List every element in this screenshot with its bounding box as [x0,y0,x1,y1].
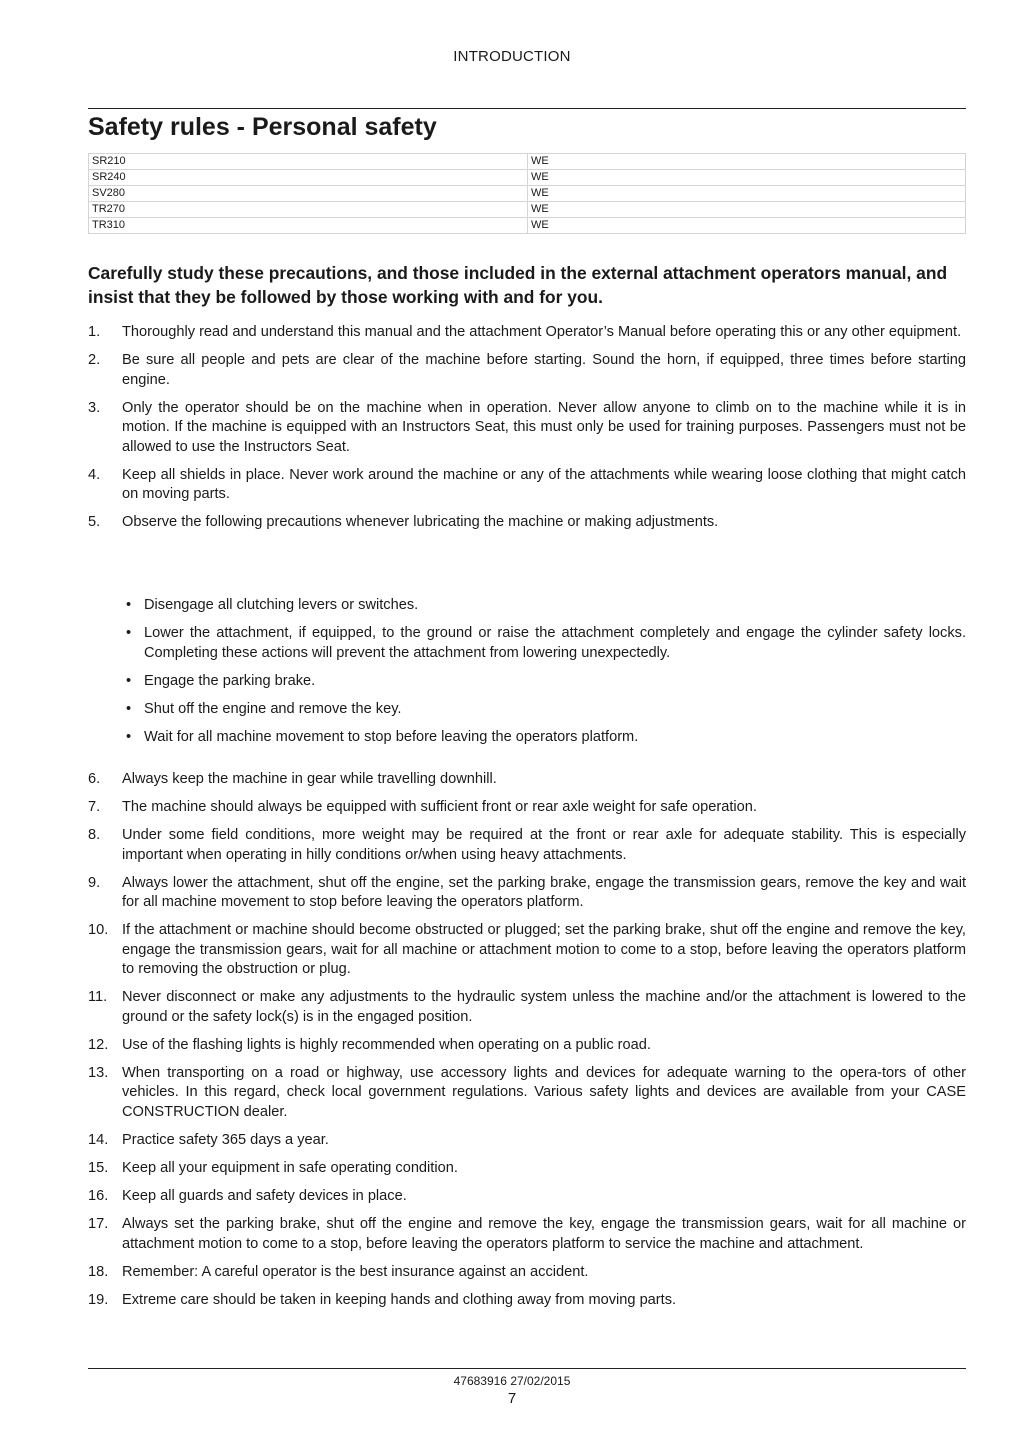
model-cell: SR210 [89,154,528,170]
list-item [88,323,966,343]
model-cell: SV280 [89,186,528,202]
safety-rules-list-continued [88,770,966,1319]
list-item [88,466,966,505]
bullet-icon: • [126,728,132,745]
bullet-text: Wait for all machine movement to stop before leaving the operators platform. [144,728,639,745]
item-text: Practice safety 365 days a year. [122,1132,329,1149]
region-cell: WE [528,170,966,186]
item-text: Keep all your equipment in safe operating condition. [122,1160,458,1177]
bullet-text: Disengage all clutching levers or switches. [144,597,419,613]
item-text: If the attachment or machine should become obstructed or plugged; set the parking brake, shut off the engine and remove the key, engage the transmission gears, wait for all machine or attachment motion to come to a stop, before leaving the operators platform to removing the obstruction or plug. [122,922,966,978]
item-number: 1. [88,324,101,340]
list-item [88,798,966,818]
item-number: 14. [88,1132,109,1149]
region-cell: WE [528,218,966,234]
model-applicability-table [88,153,966,234]
region-cell: WE [528,154,966,170]
precautions-bullet-list [126,596,966,756]
page-number: 7 [507,1390,517,1407]
bullet-icon: • [126,624,132,641]
item-text: Extreme care should be taken in keeping hands and clothing away from moving parts. [122,1291,677,1308]
item-number: 6. [88,771,101,787]
bullet-item [126,728,966,748]
item-number: 19. [88,1291,109,1308]
table-row [89,170,966,186]
footer-divider [88,1368,966,1369]
table-row [89,154,966,170]
list-item [88,1291,966,1311]
item-text: Remember: A careful operator is the best insurance against an accident. [122,1263,589,1280]
model-cell: TR310 [89,218,528,234]
item-text: Never disconnect or make any adjustments to the hydraulic system unless the machine and/or the attachment is lowered to the ground or the safety lock(s) is in the engaged position. [122,989,966,1025]
bullet-text: Lower the attachment, if equipped, to the ground or raise the attachment completely and engage the cylinder safety locks. Completing these actions will prevent the attachment from lowering unexpectedly. [144,624,966,661]
item-number: 5. [88,514,101,531]
list-item [88,1064,966,1123]
bullet-text: Engage the parking brake. [144,672,316,689]
item-text: Always set the parking brake, shut off the engine and remove the key, engage the transmission gears, wait for all machine or attachment motion to come to a stop, before leaving the operators platform to service the machine and attachment. [122,1215,966,1252]
item-text: Thoroughly read and understand this manual and the attachment Operator’s Manual before operating this or any other equipment. [122,324,962,340]
table-row [89,186,966,202]
page-title: Safety rules - Personal safety [88,113,437,141]
header-divider [88,108,966,109]
item-text: When transporting on a road or highway, use accessory lights and devices for adequate warning to the opera-tors of other vehicles. In this regard, check local government regulations. Various safety lights and devices are available from your CASE CONSTRUCTION dealer. [122,1064,966,1121]
item-number: 8. [88,826,101,843]
item-text: Always lower the attachment, shut off the engine, set the parking brake, engage the transmission gears, remove the key and wait for all machine movement to stop before leaving the operators platform. [122,874,966,911]
item-number: 4. [88,466,101,483]
intro-heading: Carefully study these precautions, and those included in the external attachment operators manual, and insist that they be followed by those working with and for you. [88,263,948,307]
item-number: 11. [88,989,108,1006]
bullet-text: Shut off the engine and remove the key. [144,700,402,717]
item-text: Keep all shields in place. Never work around the machine or any of the attachments while wearing loose clothing that might catch on moving parts. [122,466,966,503]
item-number: 2. [88,351,101,368]
table-row [89,218,966,234]
list-item [88,513,966,533]
page-header: INTRODUCTION [453,48,571,65]
list-item [88,770,966,790]
bullet-item [126,596,966,616]
item-text: Observe the following precautions whenever lubricating the machine or making adjustments. [122,514,719,531]
region-cell: WE [528,202,966,218]
item-number: 17. [88,1215,109,1232]
list-item [88,826,966,865]
list-item [88,988,966,1027]
bullet-item [126,624,966,663]
list-item [88,1159,966,1179]
list-item [88,1263,966,1283]
item-text: The machine should always be equipped with sufficient front or rear axle weight for safe operation. [122,798,757,815]
item-number: 13. [88,1064,109,1081]
item-text: Always keep the machine in gear while travelling downhill. [122,771,497,787]
item-number: 16. [88,1188,109,1204]
item-number: 3. [88,399,101,416]
item-text: Keep all guards and safety devices in place. [122,1188,407,1204]
list-item [88,1036,966,1056]
item-number: 12. [88,1036,109,1053]
list-item [88,1215,966,1254]
bullet-icon: • [126,672,132,689]
item-number: 18. [88,1263,109,1280]
list-item [88,1187,966,1207]
item-text: Under some field conditions, more weight may be required at the front or rear axle for adequate stability. This is especially important when operating in hilly conditions or/when using heavy attachments. [122,826,966,863]
item-text: Only the operator should be on the machine when in operation. Never allow anyone to climb on to the machine while it is in motion. If the machine is equipped with an Instructors Seat, this must only be used for training purposes. Passengers must not be allowed to use the Instructors Seat. [122,399,966,455]
list-item [88,1131,966,1151]
table-row [89,202,966,218]
item-number: 9. [88,874,101,891]
list-item [88,399,966,458]
item-number: 10. [88,922,109,939]
bullet-item [126,672,966,692]
item-number: 15. [88,1160,109,1177]
item-text: Be sure all people and pets are clear of the machine before starting. Sound the horn, if equipped, three times before starting engine. [122,351,966,388]
item-number: 7. [88,798,101,815]
list-item [88,874,966,913]
region-cell: WE [528,186,966,202]
document-code: 47683916 27/02/2015 [453,1374,571,1388]
list-item [88,921,966,980]
bullet-icon: • [126,700,132,717]
safety-rules-list [88,323,966,541]
bullet-icon: • [126,597,132,613]
bullet-item [126,700,966,720]
model-cell: TR270 [89,202,528,218]
item-text: Use of the flashing lights is highly recommended when operating on a public road. [122,1036,651,1053]
list-item [88,351,966,390]
model-cell: SR240 [89,170,528,186]
